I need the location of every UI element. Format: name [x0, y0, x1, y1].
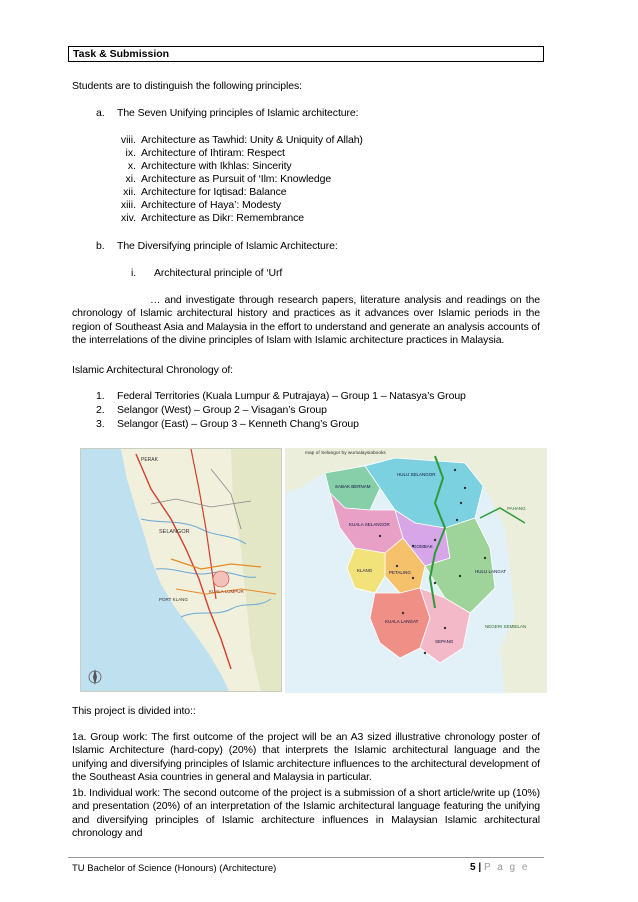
- district-label: NEGERI SEMBILAN: [485, 624, 527, 629]
- section-b-item-text: Architectural principle of ‘Urf: [154, 267, 283, 279]
- intro-text: Students are to distinguish the following principles:: [72, 80, 302, 92]
- map-label: PORT KLANG: [159, 597, 188, 602]
- map-label: PERAK: [141, 457, 158, 463]
- paragraph-1b: 1b. Individual work: The second outcome of the project is a submission of a short article/write up (10%) and presentation (20%) of an interpretation of the Islamic architectural language featuring the unifying and diversifying principles of Islamic architecture influences in Malaysian Islamic architectural chronology and: [72, 787, 540, 840]
- section-a-item-text: Architecture as Pursuit of ‘Ilm: Knowledge: [141, 173, 332, 185]
- chronology-item-num: 3.: [96, 418, 105, 430]
- district-label: PETALING: [389, 570, 411, 575]
- road-map-graphic: [81, 449, 281, 691]
- selangor-road-map: [80, 448, 282, 692]
- section-a-item-num: viii.: [120, 134, 136, 146]
- chronology-heading: Islamic Architectural Chronology of:: [72, 364, 233, 376]
- section-a-item-num: xi.: [125, 173, 136, 185]
- section-b-title: The Diversifying principle of Islamic Architecture:: [117, 240, 338, 252]
- section-header: [68, 46, 544, 62]
- section-a-item-text: Architecture of Ihtiram: Respect: [141, 147, 285, 159]
- footer-divider: [68, 857, 544, 858]
- map-label: KUALA LUMPUR: [209, 589, 244, 594]
- section-a-item-text: Architecture as Tawhid: Unity & Uniquity of Allah): [141, 134, 363, 146]
- section-a-item-text: Architecture as Dikr: Remembrance: [141, 212, 305, 224]
- map-caption: map of Selangor by wumalaysiabooks: [305, 451, 386, 456]
- section-b-item-num: i.: [131, 267, 137, 279]
- chronology-item-text: Federal Territories (Kuala Lumpur & Putrajaya) – Group 1 – Natasya’s Group: [117, 390, 466, 402]
- investigate-paragraph: … and investigate through research papers, literature analysis and readings on the chronology of Islamic architectural history and practices as it advances over Islamic periods in the region of Southeast Asia and Malaysia in the effort to understand and generate an analysis accounts of the interrelations of the divine principles of Islam with Islamic architecture practices in Malaysia.: [72, 294, 540, 347]
- district-label: HULU LANGAT: [475, 569, 507, 574]
- district-label: HULU SELANGOR: [397, 472, 436, 477]
- footer-program-name: TU Bachelor of Science (Honours) (Architecture): [72, 863, 277, 874]
- section-a-item-text: Architecture with Ikhlas: Sincerity: [141, 160, 292, 172]
- district-label: KUALA LANGAT: [385, 619, 419, 624]
- district-map-graphic: [285, 448, 547, 693]
- district-label: KUALA SELANGOR: [349, 522, 390, 527]
- section-a-item-num: x.: [127, 160, 136, 172]
- footer-page-indicator: [470, 862, 529, 873]
- district-label: PAHANG: [507, 506, 526, 511]
- section-a-item-text: Architecture of Haya’: Modesty: [141, 199, 281, 211]
- section-a-title: The Seven Unifying principles of Islamic architecture:: [117, 107, 359, 119]
- page-number: 5: [470, 862, 476, 873]
- district-label: KLANG: [357, 568, 373, 573]
- section-b-label: b.: [96, 240, 105, 252]
- district-label: SABAK BERNAM: [335, 484, 371, 489]
- chronology-item-text: Selangor (East) – Group 3 – Kenneth Chang’s Group: [117, 418, 359, 430]
- section-header-title: Task & Submission: [73, 48, 170, 60]
- paragraph-1a: 1a. Group work: The first outcome of the project will be an A3 sized illustrative chronology poster of Islamic Architecture (hard-copy) (20%) that interprets the Islamic architectural language and the unifying and diversifying principles of Islamic architecture influences to the architectural development of the Southeast Asia countries in general and Malaysia in particular.: [72, 731, 540, 784]
- section-a-item-num: ix.: [125, 147, 136, 159]
- section-a-item-num: xiii.: [120, 199, 136, 211]
- district-label: SEPANG: [435, 639, 454, 644]
- page-word: P a g e: [483, 862, 530, 873]
- chronology-item-text: Selangor (West) – Group 2 – Visagan’s Group: [117, 404, 327, 416]
- divided-heading: This project is divided into::: [72, 705, 196, 717]
- chronology-item-num: 2.: [96, 404, 105, 416]
- section-a-item-num: xiv.: [121, 212, 136, 224]
- section-a-item-text: Architecture for Iqtisad: Balance: [141, 186, 287, 198]
- map-label: SELANGOR: [159, 529, 190, 535]
- chronology-item-num: 1.: [96, 390, 105, 402]
- section-a-label: a.: [96, 107, 105, 119]
- selangor-district-map: [285, 448, 547, 693]
- section-a-item-num: xii.: [123, 186, 136, 198]
- district-label: GOMBAK: [413, 544, 433, 549]
- page-separator: |: [478, 862, 482, 873]
